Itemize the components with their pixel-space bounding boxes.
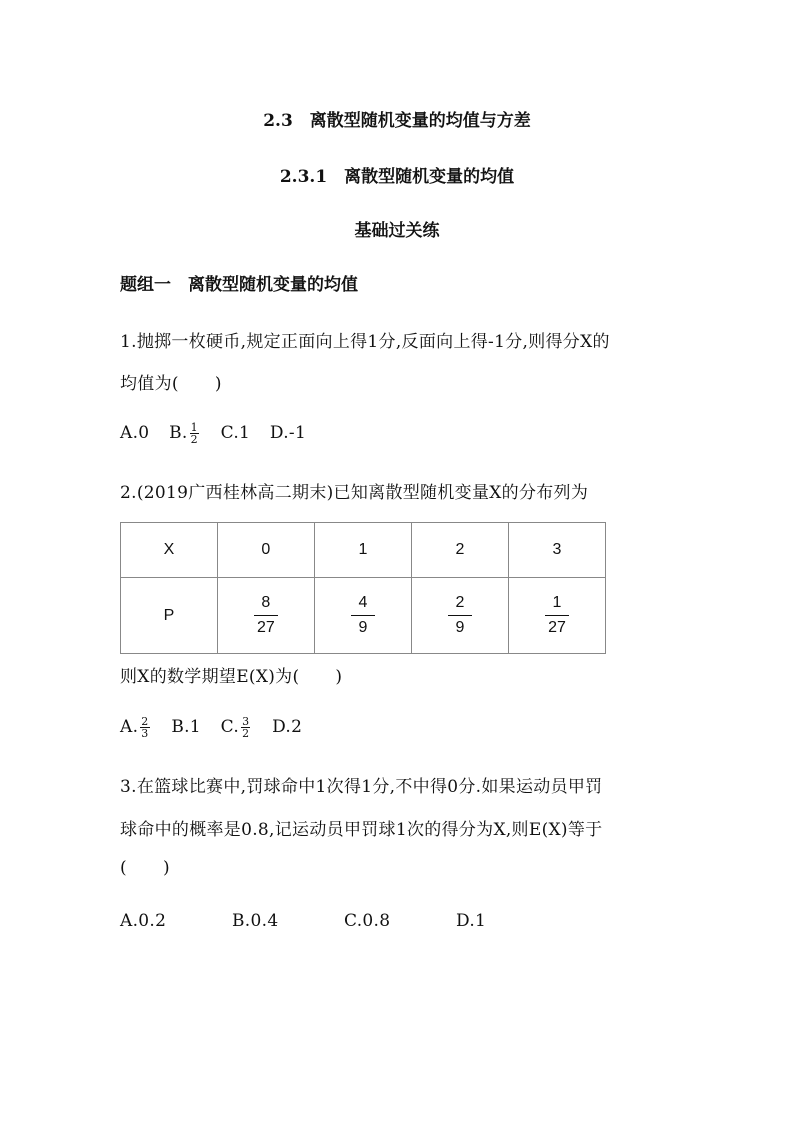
q1-stem-prefix: 均值为( bbox=[120, 374, 179, 394]
q3-option-a: A.0.2 bbox=[120, 911, 167, 931]
question-group-heading: 题组一 离散型随机变量的均值 bbox=[120, 275, 358, 295]
q3-stem-suffix: ) bbox=[162, 858, 170, 878]
table-cell-x: 1 bbox=[314, 523, 411, 578]
table-cell-p bbox=[508, 578, 605, 654]
table-header-p: P bbox=[121, 578, 218, 654]
q1-option-d: D.-1 bbox=[269, 423, 307, 443]
q2-option-a-denominator: 3 bbox=[141, 727, 149, 740]
table-cell-p bbox=[217, 578, 314, 654]
q1-option-b-denominator: 2 bbox=[190, 433, 198, 446]
table-row-p bbox=[121, 578, 606, 654]
section-title: 2.3 离散型随机变量的均值与方差 bbox=[263, 111, 531, 131]
q2-follow-up bbox=[120, 662, 342, 687]
q2-option-a-numerator: 2 bbox=[141, 715, 149, 728]
fraction-numerator: 1 bbox=[545, 593, 569, 616]
q2-option-a-label: A. bbox=[120, 717, 139, 737]
q1-option-a: A.0 bbox=[120, 423, 150, 443]
fraction-denominator: 9 bbox=[358, 619, 368, 636]
table-cell-p bbox=[314, 578, 411, 654]
fraction-numerator: 8 bbox=[254, 593, 278, 616]
q3-stem-line3 bbox=[120, 858, 170, 878]
q1-stem-line1: 1.抛掷一枚硬币,规定正面向上得1分,反面向上得-1分,则得分X的 bbox=[120, 332, 610, 352]
q2-option-c bbox=[220, 715, 253, 740]
table-cell-x: 3 bbox=[508, 523, 605, 578]
q2-option-b: B.1 bbox=[171, 717, 201, 737]
table-cell-x: 2 bbox=[411, 523, 508, 578]
fraction-denominator: 27 bbox=[548, 619, 566, 636]
probability-fraction bbox=[351, 593, 375, 638]
q1-options bbox=[120, 422, 320, 445]
q2-follow-prefix: 则X的数学期望E(X)为( bbox=[120, 667, 300, 687]
fraction-numerator: 2 bbox=[448, 593, 472, 616]
q2-follow-suffix: ) bbox=[335, 667, 343, 687]
q1-option-b-numerator: 1 bbox=[190, 421, 198, 434]
probability-fraction bbox=[254, 593, 278, 638]
q3-stem-line1: 3.在篮球比赛中,罚球命中1次得1分,不中得0分.如果运动员甲罚 bbox=[120, 777, 603, 797]
probability-fraction bbox=[545, 593, 569, 638]
probability-fraction bbox=[448, 593, 472, 638]
q2-option-c-fraction bbox=[241, 716, 250, 739]
q1-option-b-fraction bbox=[190, 422, 199, 445]
q2-option-c-label: C. bbox=[220, 717, 240, 737]
q1-stem-suffix: ) bbox=[214, 374, 222, 394]
q2-option-c-numerator: 3 bbox=[242, 715, 250, 728]
q3-stem-prefix: ( bbox=[120, 858, 127, 878]
q1-option-b bbox=[169, 421, 201, 446]
q2-option-a bbox=[120, 715, 152, 740]
q2-stem: 2.(2019广西桂林高二期末)已知离散型随机变量X的分布列为 bbox=[120, 483, 589, 503]
table-cell-p bbox=[411, 578, 508, 654]
q1-option-c: C.1 bbox=[220, 423, 251, 443]
q3-option-b: B.0.4 bbox=[232, 911, 279, 931]
q1-option-b-label: B. bbox=[169, 423, 188, 443]
q3-options bbox=[120, 911, 568, 931]
table-cell-x: 0 bbox=[217, 523, 314, 578]
q2-option-c-denominator: 2 bbox=[242, 727, 250, 740]
q3-stem-line2: 球命中的概率是0.8,记运动员甲罚球1次的得分为X,则E(X)等于 bbox=[120, 820, 603, 840]
q2-option-a-fraction bbox=[140, 716, 149, 739]
q3-option-c: C.0.8 bbox=[344, 911, 391, 931]
table-header-x: X bbox=[121, 523, 218, 578]
q3-option-d: D.1 bbox=[456, 911, 487, 931]
q2-options bbox=[120, 716, 316, 739]
distribution-table bbox=[120, 522, 606, 654]
subsection-title: 2.3.1 离散型随机变量的均值 bbox=[279, 167, 515, 187]
fraction-numerator: 4 bbox=[351, 593, 375, 616]
q1-stem-line2 bbox=[120, 369, 222, 394]
table-row-x bbox=[121, 523, 606, 578]
fraction-denominator: 27 bbox=[256, 619, 275, 636]
fraction-denominator: 9 bbox=[455, 619, 465, 636]
q2-option-d: D.2 bbox=[272, 717, 303, 737]
practice-heading: 基础过关练 bbox=[354, 221, 440, 241]
